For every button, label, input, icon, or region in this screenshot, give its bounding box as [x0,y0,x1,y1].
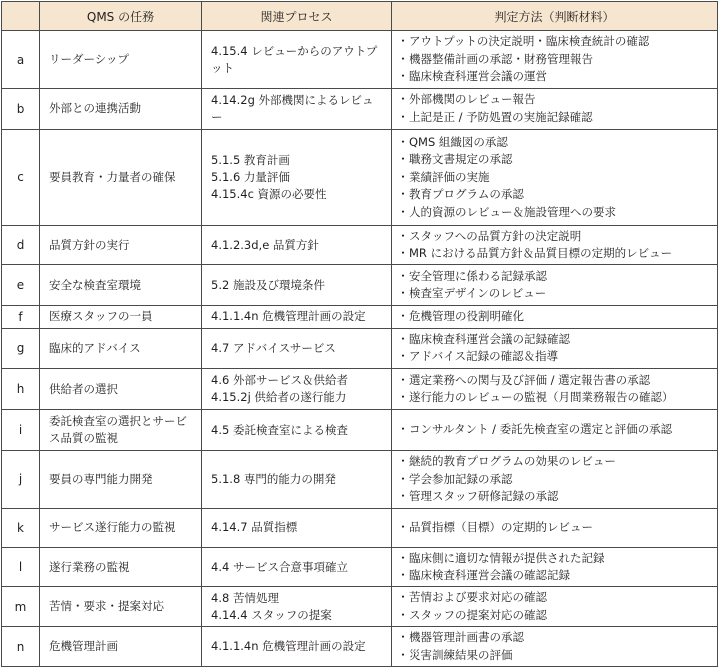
criteria-text: スタッフへの品質方針の決定説明 [409,228,582,243]
criteria-item [397,134,713,152]
criteria-item [397,245,713,263]
related-process-cell [202,547,392,587]
bullet-glyph: ・ [397,422,409,437]
table-row [2,627,718,667]
row-code: d [2,225,40,265]
criteria-item [397,109,713,127]
criteria-cell [392,31,718,89]
bullet-glyph: ・ [397,204,409,219]
related-process-cell [202,306,392,328]
criteria-item [397,91,713,109]
row-code: g [2,328,40,369]
criteria-cell [392,328,718,369]
bullet-glyph: ・ [397,34,409,49]
process-line: 4.1.1.4n 危機管理計画の設定 [211,309,366,324]
row-code: a [2,31,40,89]
bullet-glyph: ・ [397,268,409,283]
bullet-glyph: ・ [397,51,409,66]
row-code: i [2,410,40,451]
criteria-text: アウトプットの決定説明・臨床検査統計の確認 [409,34,650,49]
criteria-text: 業績評価の実施 [409,169,490,184]
bullet-glyph: ・ [397,590,409,605]
related-process-cell [202,225,392,265]
row-code: m [2,587,40,627]
process-line: 4.14.7 品質指標 [211,520,298,535]
criteria-text: 苦情および要求対応の確認 [409,590,547,605]
criteria-item [397,471,713,489]
table-row [2,89,718,130]
header-task: QMS の任務 [40,2,202,31]
criteria-text: スタッフの提案対応の確認 [409,607,547,622]
process-line: 5.1.6 力量評価 [211,169,290,184]
criteria-text: 臨床検査科運営会議の運営 [409,69,547,84]
row-code: k [2,508,40,547]
table-row [2,369,718,410]
bullet-glyph: ・ [397,568,409,583]
bullet-glyph: ・ [397,187,409,201]
criteria-text: コンサルタント / 委託先検査室の選定と評価の承認 [409,422,673,437]
bullet-glyph: ・ [397,471,409,486]
bullet-glyph: ・ [397,550,409,565]
process-line: 4.1.2.3d,e 品質方針 [211,237,319,252]
bullet-glyph: ・ [397,92,409,107]
criteria-item [397,550,713,568]
criteria-text: 検査室デザインのレビュー [409,286,547,301]
criteria-text: 管理スタッフ研修記録の承認 [409,489,559,504]
related-process-cell [202,89,392,130]
criteria-item [397,629,713,647]
criteria-cell [392,508,718,547]
criteria-item [397,186,713,204]
table-row [2,31,718,89]
bullet-glyph: ・ [397,372,409,387]
row-code: b [2,89,40,130]
criteria-cell [392,129,718,225]
related-process-cell [202,508,392,547]
bullet-glyph: ・ [397,331,409,346]
related-process-cell [202,265,392,306]
criteria-text: アドバイス記録の確認＆指導 [409,349,559,364]
bullet-glyph: ・ [397,286,409,301]
bullet-glyph: ・ [397,152,409,166]
qms-task-cell: 委託検査室の選択とサービス品質の監視 [40,410,202,451]
criteria-item [397,228,713,246]
criteria-text: 機器整備計画の承認・財務管理報告 [409,51,593,66]
criteria-cell [392,450,718,508]
header-code [2,2,40,31]
qms-task-cell: 供給者の選択 [40,369,202,410]
bullet-glyph: ・ [397,309,409,324]
bullet-glyph: ・ [397,607,409,622]
criteria-text: 危機管理の役割明確化 [409,309,524,324]
table-row [2,129,718,225]
related-process-cell [202,129,392,225]
process-line: 5.1.5 教育計画 [211,152,290,167]
qms-task-cell: 品質方針の実行 [40,225,202,265]
criteria-item [397,169,713,187]
bullet-glyph: ・ [397,520,409,535]
bullet-glyph: ・ [397,169,409,184]
process-line: 4.15.2j 供給者の遂行能力 [211,390,347,405]
bullet-glyph: ・ [397,134,409,149]
related-process-cell [202,410,392,451]
criteria-cell [392,587,718,627]
qms-task-cell: 遂行業務の監視 [40,547,202,587]
process-line: 4.8 苦情処理 [211,590,279,605]
criteria-item [397,389,713,407]
row-code: e [2,265,40,306]
criteria-cell [392,369,718,410]
table-row [2,328,718,369]
qms-task-cell: 危機管理計画 [40,627,202,667]
bullet-glyph: ・ [397,647,409,662]
criteria-item [397,372,713,390]
bullet-glyph: ・ [397,454,409,469]
criteria-item [397,51,713,69]
criteria-item [397,68,713,86]
criteria-text: QMS 組織図の承認 [409,134,508,149]
row-code: h [2,369,40,410]
bullet-glyph: ・ [397,630,409,645]
criteria-cell [392,410,718,451]
table-row [2,225,718,265]
criteria-cell [392,225,718,265]
process-line: 5.2 施設及び環境条件 [211,277,325,292]
criteria-text: 安全管理に係わる記録承認 [409,268,547,283]
process-line: 4.1.1.4n 危機管理計画の設定 [211,639,366,654]
row-code: n [2,627,40,667]
criteria-item [397,647,713,665]
related-process-cell [202,627,392,667]
criteria-text: 外部機関のレビュー報告 [409,92,536,107]
related-process-cell [202,369,392,410]
related-process-cell [202,587,392,627]
bullet-glyph: ・ [397,228,409,243]
table-row [2,547,718,587]
criteria-item [397,567,713,585]
qms-task-cell: リーダーシップ [40,31,202,89]
qms-task-cell: サービス遂行能力の監視 [40,508,202,547]
table-row [2,265,718,306]
bullet-glyph: ・ [397,489,409,504]
table-row [2,306,718,328]
related-process-cell [202,328,392,369]
criteria-cell [392,627,718,667]
qms-task-cell: 外部との連携活動 [40,89,202,130]
process-line: 4.5 委託検査室による検査 [211,422,348,437]
row-code: c [2,129,40,225]
qms-task-cell: 医療スタッフの一員 [40,306,202,328]
process-line: 4.15.4c 資源の必要性 [211,186,327,201]
qms-task-cell: 苦情・要求・提案対応 [40,587,202,627]
criteria-item [397,607,713,625]
table-row [2,450,718,508]
criteria-item [397,204,713,222]
process-line: 4.15.4 レビューからのアウトプット [211,43,378,75]
table-row [2,410,718,451]
criteria-text: 上記是正 / 予防処置の実施記録確認 [409,109,593,124]
process-line: 4.4 サービス合意事項確立 [211,559,348,574]
criteria-text: 継続的教育プログラムの効果のレビュー [409,454,616,469]
process-line: 4.7 アドバイスサービス [211,340,336,355]
criteria-text: 災害訓練結果の評価 [409,647,513,662]
related-process-cell [202,450,392,508]
table-row [2,587,718,627]
process-line: 4.14.4 スタッフの提案 [211,607,332,622]
criteria-text: 品質指標（目標）の定期的レビュー [409,520,593,535]
related-process-cell [202,31,392,89]
criteria-text: 臨床側に適切な情報が提供された記録 [409,550,605,565]
criteria-item [397,453,713,471]
criteria-item [397,589,713,607]
row-code: j [2,450,40,508]
bullet-glyph: ・ [397,349,409,364]
criteria-text: MR における品質方針＆品質目標の定期的レビュー [409,246,673,261]
qms-task-cell: 要員教育・力量者の確保 [40,129,202,225]
criteria-item [397,151,713,169]
criteria-item [397,331,713,349]
criteria-text: 人的資源のレビュー＆施設管理への要求 [409,204,616,219]
row-code: l [2,547,40,587]
criteria-item [397,348,713,366]
process-line: 4.6 外部サービス＆供給者 [211,373,348,388]
criteria-item [397,285,713,303]
qms-task-cell: 安全な検査室環境 [40,265,202,306]
qms-duties-table [1,1,718,667]
criteria-item [397,268,713,286]
criteria-text: 臨床検査科運営会議の記録確認 [409,331,570,346]
header-process: 関連プロセス [202,2,392,31]
criteria-cell [392,265,718,306]
criteria-text: 職務文書規定の承認 [409,152,513,166]
table-header-row [2,2,718,31]
criteria-cell [392,547,718,587]
row-code: f [2,306,40,328]
criteria-cell [392,306,718,328]
criteria-item [397,33,713,51]
criteria-item [397,488,713,506]
criteria-text: 教育プログラムの承認 [409,187,524,201]
header-criteria: 判定方法（判断材料） [392,2,718,31]
bullet-glyph: ・ [397,390,409,405]
process-line: 4.14.2g 外部機関によるレビュー [211,92,374,124]
criteria-text: 臨床検査科運営会議の確認記録 [409,568,570,583]
criteria-text: 遂行能力のレビューの監視（月間業務報告の確認） [409,390,674,405]
criteria-item [397,421,713,439]
criteria-text: 選定業務への関与及び評価 / 選定報告書の承認 [409,372,651,387]
process-line: 5.1.8 専門的能力の開発 [211,471,336,486]
criteria-item [397,308,713,326]
qms-task-cell: 要員の専門能力開発 [40,450,202,508]
qms-task-cell: 臨床的アドバイス [40,328,202,369]
bullet-glyph: ・ [397,109,409,124]
bullet-glyph: ・ [397,69,409,84]
criteria-cell [392,89,718,130]
table-row [2,508,718,547]
criteria-text: 学会参加記録の承認 [409,471,513,486]
bullet-glyph: ・ [397,246,409,261]
criteria-text: 機器管理計画書の承認 [409,630,524,645]
criteria-item [397,519,713,537]
